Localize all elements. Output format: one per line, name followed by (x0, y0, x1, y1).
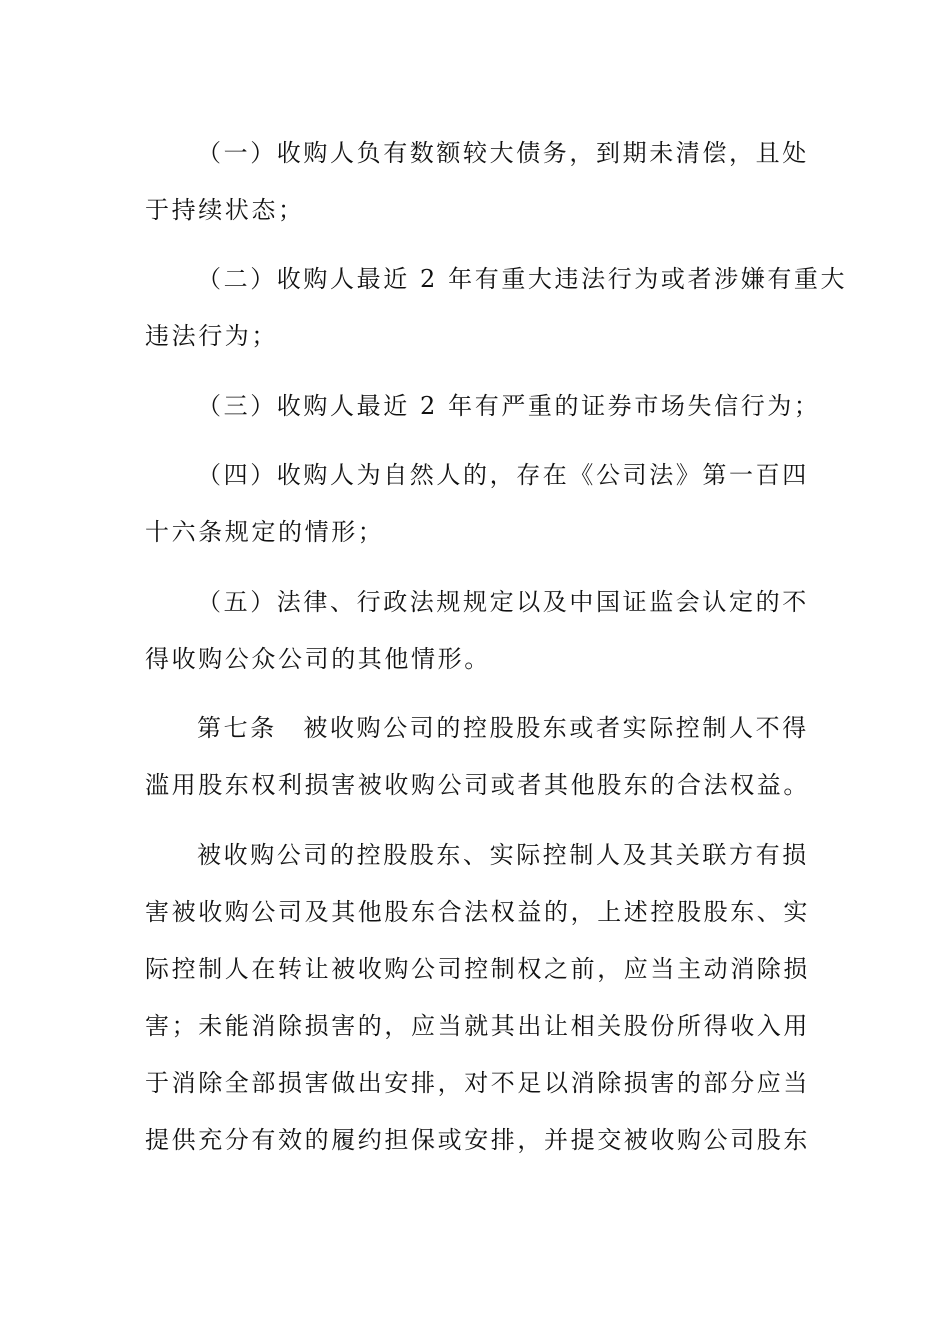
paragraph-line-4: 害；未能消除损害的，应当就其出让相关股份所得收入用 (145, 1012, 810, 1040)
clause-1-line-1: （一）收购人负有数额较大债务，到期未清偿，且处 (197, 139, 809, 167)
clause-1-line-2: 于持续状态； (145, 196, 305, 224)
paragraph-line-1: 被收购公司的控股股东、实际控制人及其关联方有损 (197, 841, 809, 869)
article-7-line-2: 滥用股东权利损害被收购公司或者其他股东的合法权益。 (145, 771, 810, 799)
clause-2-line-2: 违法行为； (145, 322, 278, 350)
clause-2-line-1: （二）收购人最近 2 年有重大违法行为或者涉嫌有重大 (197, 265, 848, 293)
clause-4-line-2: 十六条规定的情形； (145, 518, 385, 546)
clause-5-line-1: （五）法律、行政法规规定以及中国证监会认定的不 (197, 588, 809, 616)
paragraph-line-6: 提供充分有效的履约担保或安排，并提交被收购公司股东 (145, 1126, 810, 1154)
article-7-line-1: 第七条 被收购公司的控股股东或者实际控制人不得 (197, 714, 809, 742)
clause-4-line-1: （四）收购人为自然人的，存在《公司法》第一百四 (197, 461, 809, 489)
paragraph-line-3: 际控制人在转让被收购公司控制权之前，应当主动消除损 (145, 955, 810, 983)
paragraph-line-5: 于消除全部损害做出安排，对不足以消除损害的部分应当 (145, 1069, 810, 1097)
clause-5-line-2: 得收购公众公司的其他情形。 (145, 645, 491, 673)
paragraph-line-2: 害被收购公司及其他股东合法权益的，上述控股股东、实 (145, 898, 810, 926)
clause-3-line-1: （三）收购人最近 2 年有严重的证券市场失信行为； (197, 392, 821, 420)
